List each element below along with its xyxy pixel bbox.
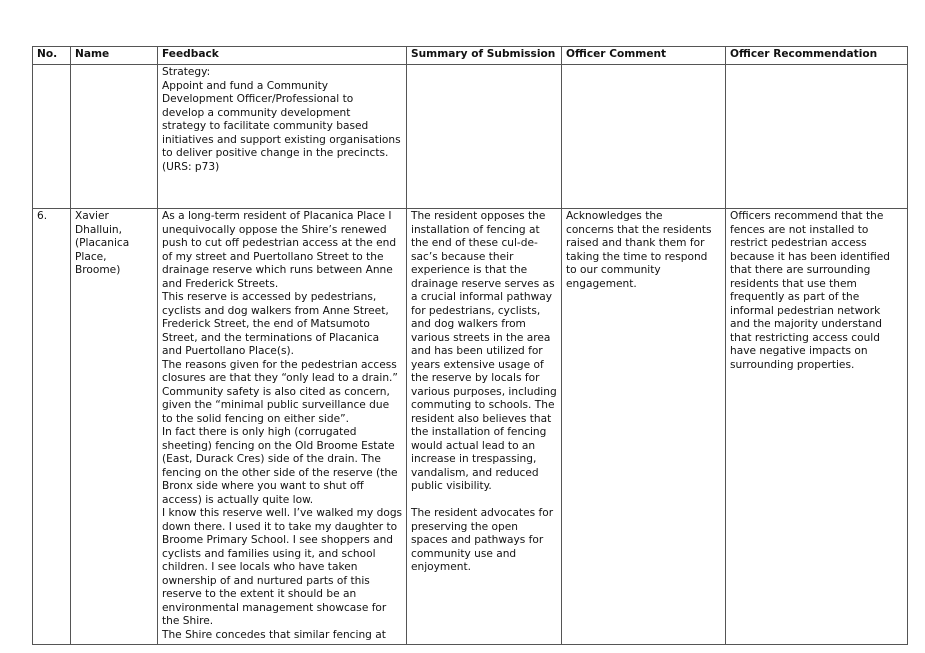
text-line: As a long-term resident of Placanica Place I: [162, 210, 392, 222]
text-line: that restricting access could: [730, 331, 880, 344]
text-line: drainage reserve which runs between Anne: [162, 264, 393, 276]
text-line: The Shire concedes that similar fencing at: [162, 628, 386, 641]
text-line: the reserve by locals for: [411, 372, 540, 384]
cell-name: [71, 209, 158, 645]
text-line: sheeting) fencing on the Old Broome Estate: [162, 439, 395, 452]
col-header-officer-comment: Officer Comment: [562, 47, 726, 65]
text-line: various streets in the area: [411, 331, 551, 344]
text-line: residents that use them: [730, 277, 857, 290]
text-line: In fact there is only high (corrugated: [162, 426, 357, 438]
text-line: a crucial informal pathway: [411, 291, 552, 303]
text-line: surrounding properties.: [730, 358, 855, 371]
text-line: that there are surrounding: [730, 264, 871, 276]
text-line: Broome Primary School. I see shoppers and: [162, 534, 394, 546]
text-line: Strategy:: [162, 66, 211, 78]
text-line: restrict pedestrian access: [730, 237, 867, 249]
text-line: to our community: [566, 264, 661, 276]
text-line: Street, and the terminations of Placanica: [162, 331, 380, 344]
text-line: down there. I used it to take my daughter to: [162, 520, 398, 533]
col-header-name: Name: [71, 47, 158, 65]
text-line: strategy to facilitate community based: [162, 120, 369, 132]
text-line: children. I see locals who have taken: [162, 561, 358, 573]
text-line: reserve to the extent it should be an: [162, 588, 357, 600]
text-line: to deliver positive change in the precincts.: [162, 147, 389, 159]
col-header-feedback: Feedback: [158, 47, 407, 65]
text-line: and the majority understand: [730, 318, 883, 330]
text-line: various purposes, including: [411, 385, 557, 398]
text-line: commuting to schools. The: [411, 399, 555, 411]
text-line: fences are not installed to: [730, 223, 869, 236]
text-line: informal pedestrian network: [730, 304, 881, 317]
col-header-no: No.: [33, 47, 71, 65]
text-line: frequently as part of the: [730, 291, 860, 303]
text-line: because it has been identified: [730, 250, 890, 263]
text-line: initiatives and support existing organisations: [162, 133, 401, 146]
text-line: enjoyment.: [411, 561, 471, 573]
text-line: for pedestrians, cyclists,: [411, 304, 541, 317]
cell-summary: [407, 65, 562, 209]
text-line: Place,: [75, 250, 107, 263]
text-line: public visibility.: [411, 480, 492, 492]
text-line: engagement.: [566, 277, 637, 290]
text-line: taking the time to respond: [566, 250, 708, 263]
text-line: the installation of fencing: [411, 426, 547, 438]
cell-summary: [407, 209, 562, 645]
text-line: The resident opposes the: [411, 210, 546, 222]
text-line: This reserve is accessed by pedestrians,: [162, 291, 377, 303]
text-line: cyclists and families using it, and school: [162, 547, 376, 560]
text-line: of my street and Puertollano Street to the: [162, 250, 384, 263]
text-line: given the “minimal public surveillance due: [162, 399, 390, 411]
text-line: drainage reserve serves as: [411, 277, 555, 290]
text-line: and Puertollano Place(s).: [162, 345, 294, 357]
text-line: increase in trespassing,: [411, 453, 537, 465]
text-line: community use and: [411, 547, 517, 560]
text-line: spaces and pathways for: [411, 534, 544, 546]
cell-name: [71, 65, 158, 209]
cell-officer-comment: [562, 65, 726, 209]
text-line: installation of fencing at: [411, 223, 540, 236]
text-line: the Shire.: [162, 615, 214, 627]
text-line: preserving the open: [411, 520, 518, 533]
text-line: experience is that the: [411, 264, 528, 276]
text-line: closures are that they “only lead to a drain.”: [162, 372, 398, 384]
text-line: Frederick Street, the end of Matsumoto: [162, 318, 370, 330]
table-header-row: [33, 47, 908, 65]
text-line: unequivocally oppose the Shire’s renewed: [162, 223, 387, 236]
cell-officer-recommendation: [726, 209, 908, 645]
col-header-summary: Summary of Submission: [407, 47, 562, 65]
cell-no: [33, 65, 71, 209]
text-line: The reasons given for the pedestrian access: [162, 358, 397, 371]
text-line: resident also believes that: [411, 412, 552, 425]
text-line: cyclists and dog walkers from Anne Street,: [162, 304, 389, 317]
text-line: the end of these cul-de-: [411, 237, 538, 249]
submissions-table: [32, 46, 908, 645]
text-line: and has been utilized for: [411, 345, 543, 357]
cell-officer-recommendation: [726, 65, 908, 209]
text-line: The resident advocates for: [411, 507, 554, 519]
cell-officer-comment: [562, 209, 726, 645]
text-line: Acknowledges the: [566, 210, 663, 222]
col-header-officer-recommendation: Officer Recommendation: [726, 47, 908, 65]
text-line: push to cut off pedestrian access at the end: [162, 237, 397, 249]
table-row: [33, 209, 908, 645]
text-line: and dog walkers from: [411, 318, 526, 330]
text-line: fencing on the other side of the reserve (the: [162, 466, 398, 479]
text-line: (Placanica: [75, 237, 130, 249]
paragraph-gap: [411, 494, 557, 508]
text-line: I know this reserve well. I’ve walked my dogs: [162, 507, 403, 519]
cell-no: 6.: [33, 209, 71, 645]
text-line: access) is actually quite low.: [162, 493, 314, 506]
text-line: Appoint and fund a Community: [162, 79, 329, 92]
text-line: raised and thank them for: [566, 237, 705, 249]
text-line: have negative impacts on: [730, 345, 868, 357]
text-line: Development Officer/Professional to: [162, 93, 354, 105]
text-line: concerns that the residents: [566, 223, 712, 236]
text-line: develop a community development: [162, 106, 351, 119]
text-line: sac’s because their: [411, 250, 514, 263]
text-line: to the solid fencing on either side”.: [162, 412, 349, 425]
text-line: (East, Durack Cres) side of the drain. The: [162, 453, 381, 465]
text-line: Dhalluin,: [75, 223, 122, 236]
text-line: environmental management showcase for: [162, 601, 387, 614]
text-line: Xavier: [75, 210, 109, 222]
text-line: Officers recommend that the: [730, 210, 884, 222]
cell-feedback: [158, 65, 407, 209]
text-line: vandalism, and reduced: [411, 466, 539, 479]
text-line: and Frederick Streets.: [162, 277, 279, 290]
text-line: would actual lead to an: [411, 439, 536, 452]
text-line: ownership of and nurtured parts of this: [162, 574, 370, 587]
text-line: Bronx side where you want to shut off: [162, 480, 364, 492]
table-row: [33, 65, 908, 209]
cell-feedback: [158, 209, 407, 645]
text-line: Community safety is also cited as concern,: [162, 385, 390, 398]
text-line: Broome): [75, 264, 121, 276]
text-line: years extensive usage of: [411, 358, 544, 371]
text-line: (URS: p73): [162, 160, 220, 173]
